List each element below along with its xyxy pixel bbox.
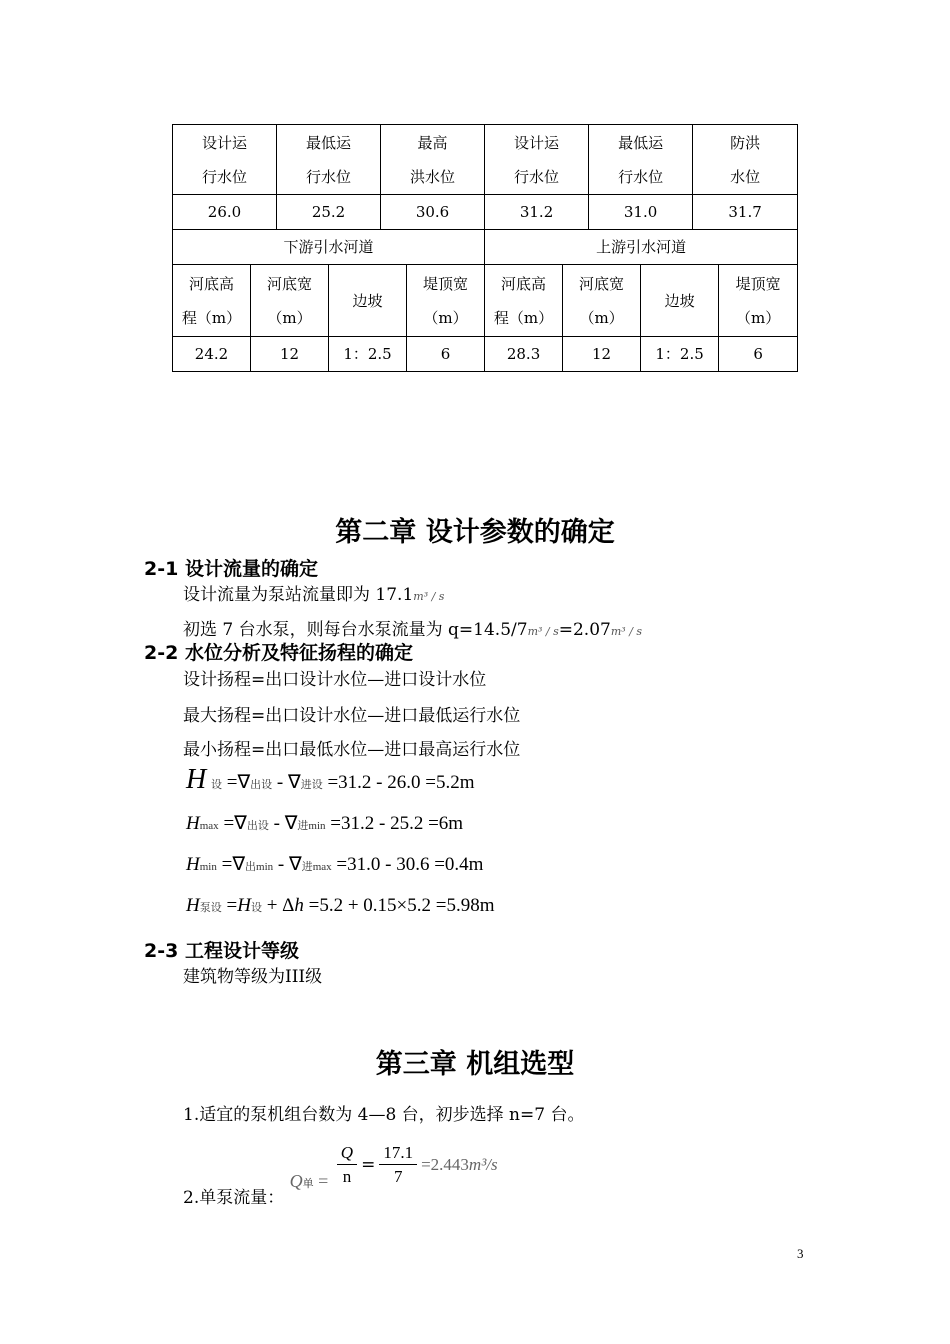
table-cell: 堤顶宽 （m） bbox=[407, 265, 485, 337]
table-cell: 防洪 水位 bbox=[693, 125, 798, 195]
equation-max-head: Hmax =∇出设 - ∇进min =31.2 - 25.2 =6m bbox=[186, 813, 464, 834]
table-cell: 最高 洪水位 bbox=[381, 125, 485, 195]
table-cell: 31.7 bbox=[693, 195, 798, 230]
table-cell: 6 bbox=[719, 337, 798, 372]
flow-unit: m³ / s bbox=[610, 625, 643, 638]
table-cell: 1：2.5 bbox=[641, 337, 719, 372]
chapter-2-title: 第二章 设计参数的确定 bbox=[335, 517, 615, 548]
table-cell: 24.2 bbox=[173, 337, 251, 372]
table-cell: 31.0 bbox=[589, 195, 693, 230]
page-number: 3 bbox=[797, 1246, 804, 1261]
table-cell: 边坡 bbox=[329, 265, 407, 337]
min-head-def: 最小扬程=出口最低水位—进口最高运行水位 bbox=[183, 740, 521, 760]
design-head-def: 设计扬程=出口设计水位—进口设计水位 bbox=[183, 670, 487, 690]
table-cell: 31.2 bbox=[485, 195, 589, 230]
max-head-def: 最大扬程=出口设计水位—进口最低运行水位 bbox=[183, 706, 521, 726]
table-cell: 河底宽 （m） bbox=[251, 265, 329, 337]
grade-line: 建筑物等级为III级 bbox=[183, 967, 323, 987]
flow-unit: m³ / s bbox=[413, 590, 445, 603]
equation-min-head: Hmin =∇出min - ∇进max =31.0 - 30.6 =0.4m bbox=[186, 854, 484, 875]
table-cell: 下游引水河道 bbox=[173, 230, 485, 265]
table-cell: 25.2 bbox=[277, 195, 381, 230]
section-2-3-title: 2-3 工程设计等级 bbox=[144, 940, 299, 962]
flow-unit: m³ / s bbox=[527, 625, 559, 638]
fraction-q-over-n: $\frac{Q}{n}$ bbox=[337, 1142, 357, 1189]
table-cell: 河底高 程（m） bbox=[173, 265, 251, 337]
table-row bbox=[173, 337, 798, 372]
table-cell: 边坡 bbox=[641, 265, 719, 337]
table-row bbox=[173, 230, 798, 265]
section-2-2-title: 2-2 水位分析及特征扬程的确定 bbox=[144, 642, 413, 664]
table-cell: 30.6 bbox=[381, 195, 485, 230]
table-cell: 设计运 行水位 bbox=[485, 125, 589, 195]
table-cell: 最低运 行水位 bbox=[589, 125, 693, 195]
equation-pump-head: H泵设 =H设 + Δh =5.2 + 0.15×5.2 =5.98m bbox=[186, 895, 495, 916]
table-cell: 河底高 程（m） bbox=[485, 265, 563, 337]
table-cell: 28.3 bbox=[485, 337, 563, 372]
table-cell: 最低运 行水位 bbox=[277, 125, 381, 195]
water-level-table bbox=[172, 124, 798, 372]
table-cell: 堤顶宽 （m） bbox=[719, 265, 798, 337]
design-flow-line: 设计流量为泵站流量即为 17.1m³ / s bbox=[183, 585, 445, 605]
table-row bbox=[173, 195, 798, 230]
single-pump-flow-line: 2.单泵流量： Q单 = $\frac{Q}{n}$ = $\frac{17.1}{7}$ =2.443m³/s bbox=[183, 1143, 498, 1208]
unit-count-line: 1.适宜的泵机组台数为 4—8 台，初步选择 n=7 台。 bbox=[183, 1105, 585, 1125]
table-cell: 河底宽 （m） bbox=[563, 265, 641, 337]
table-row bbox=[173, 125, 798, 195]
section-2-1-title: 2-1 设计流量的确定 bbox=[144, 558, 318, 580]
fraction-value: $\frac{17.1}{7}$ bbox=[379, 1142, 417, 1189]
equation-design-head: H 设 =∇出设 - ∇进设 =31.2 - 26.0 =5.2m bbox=[186, 764, 475, 795]
table-cell: 上游引水河道 bbox=[485, 230, 798, 265]
table-cell: 设计运 行水位 bbox=[173, 125, 277, 195]
table-cell: 26.0 bbox=[173, 195, 277, 230]
table-row bbox=[173, 265, 798, 337]
table-cell: 12 bbox=[563, 337, 641, 372]
table-cell: 6 bbox=[407, 337, 485, 372]
pump-flow-line: 初选 7 台水泵，则每台水泵流量为 q=14.5/7m³ / s=2.07m³ / s bbox=[183, 620, 643, 640]
chapter-3-title: 第三章 机组选型 bbox=[375, 1049, 575, 1080]
table-cell: 12 bbox=[251, 337, 329, 372]
table-cell: 1：2.5 bbox=[329, 337, 407, 372]
